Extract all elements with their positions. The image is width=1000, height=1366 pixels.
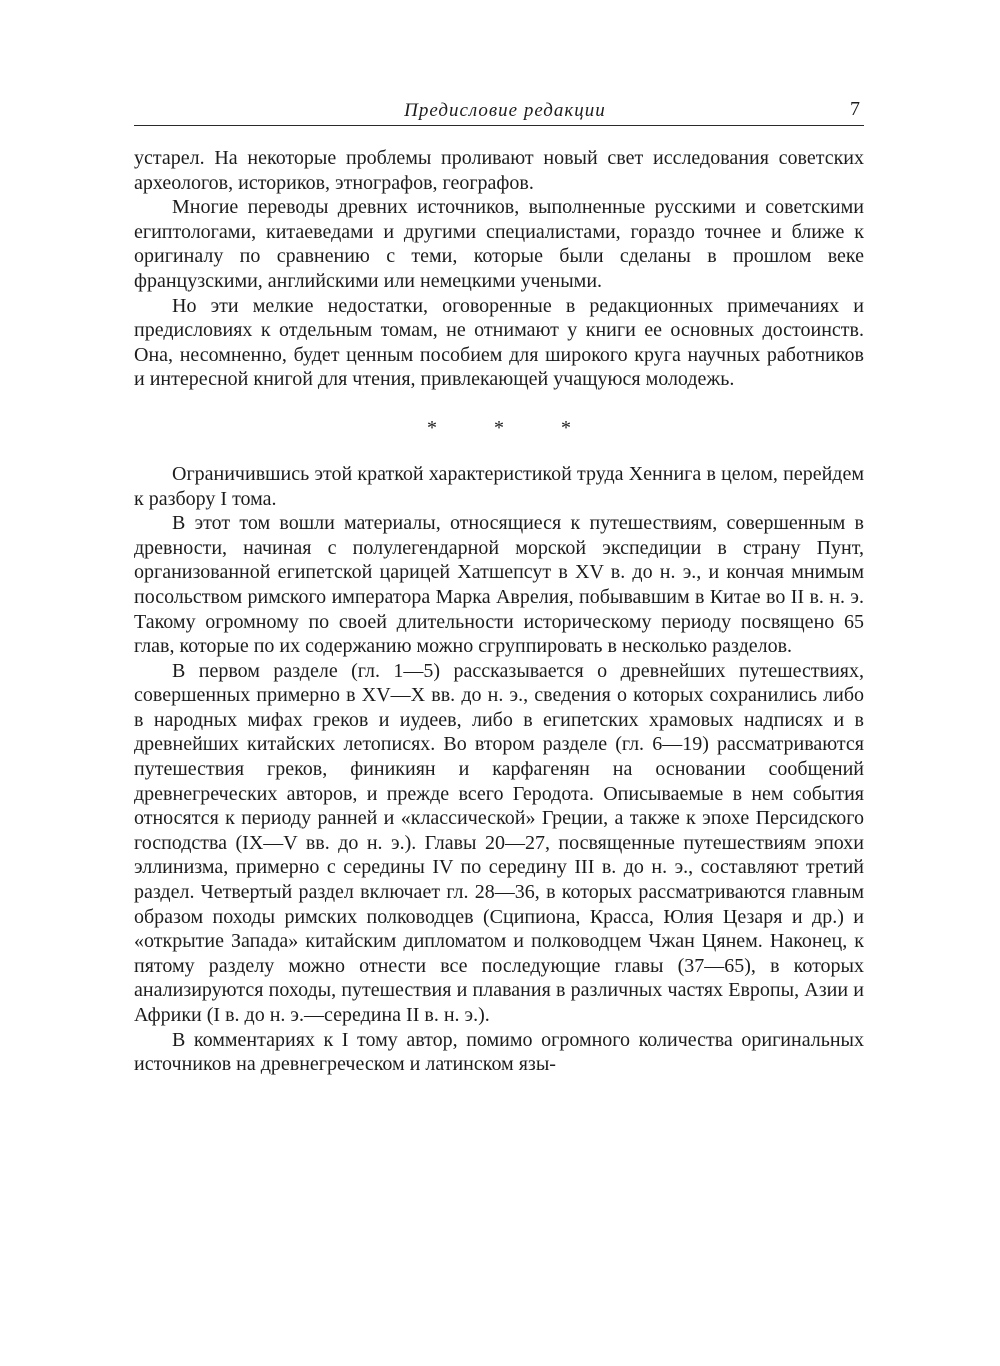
paragraph-continuation: устарел. На некоторые проблемы проливают новый свет исследования советских археологов, историков, этнографов, географов. [134,147,864,194]
paragraph-shortcomings: Но эти мелкие недостатки, оговоренные в редакционных примечаниях и предисловиях к отдельным томам, не отнимают у книги ее основных достоинств. Она, несомненно, будет ценным пособием для широкого круга научных работников и интересной книгой для чтения, привлекающей учащуюся молодежь. [134,294,864,391]
paragraph-overview: Ограничившись этой краткой характеристикой труда Хеннига в целом, перейдем к разбору I тома. [134,462,864,510]
running-title: Предисловие редакции [404,100,606,121]
paragraph-commentary: В комментариях к I тому автор, помимо огромного количества оригинальных источников на древнегреческом и латинском язы- [134,1028,864,1076]
paragraph-translations: Многие переводы древних источников, выполненные русскими и советскими египтологами, китаеведами и другими специалистами, гораздо точнее и ближе к оригиналу по сравнению с теми, которые были сделаны в прошлом веке французскими, английскими или немецкими учеными. [134,196,864,292]
running-head [134,96,864,128]
paragraph-sections: В первом разделе (гл. 1—5) рассказывается о древнейших путешествиях, совершенных примерно в XV—X вв. до н. э., сведения о которых сохранились либо в народных мифах греков и иудеев, либо в египетских храмовых надписях и в древнейших китайских летописях. Во втором разделе (гл. 6—19) рассматриваются путешествия греков, финикиян и карфагенян на основании сообщений древнегреческих авторов, и прежде всего Геродота. Описываемые в нем события относятся к периоду ранней и «классической» Греции, а также к эпохе Персидского господства (IX—V вв. до н. э.). Главы 20—27, посвященные путешествиям эпохи эллинизма, примерно с середины IV по середину III в. до н. э., составляют третий раздел. Четвертый раздел включает гл. 28—36, в которых рассматриваются главным образом походы римских полководцев (Сципиона, Красса, Юлия Цезаря и др.) и «открытие Запада» китайским дипломатом и полководцем Чжан Цянем. Наконец, к пятому разделу можно отнести все последующие главы (37—65), в которых анализируются походы, путешествия и плавания в различных частях Европы, Азии и Африки (I в. до н. э.—середина II в. н. э.). [134,659,864,1026]
paragraph-volume-contents: В этот том вошли материалы, относящиеся к путешествиям, совершенным в древности, начиная с полулегендарной морской экспедиции в страну Пунт, организованной египетской царицей Хатшепсут в XV в. до н. э., и кончая мнимым посольством римского императора Марка Аврелия, побывавшим в Китае во II в. н. э. Такому огромному по своей длительности историческому периоду посвящено 65 глав, которые по их содержанию можно сгруппировать в несколько разделов. [134,512,864,658]
header-rule [134,125,864,126]
page-number: 7 [850,98,860,120]
body-text [134,146,864,1077]
section-separator: * * * [427,416,597,439]
